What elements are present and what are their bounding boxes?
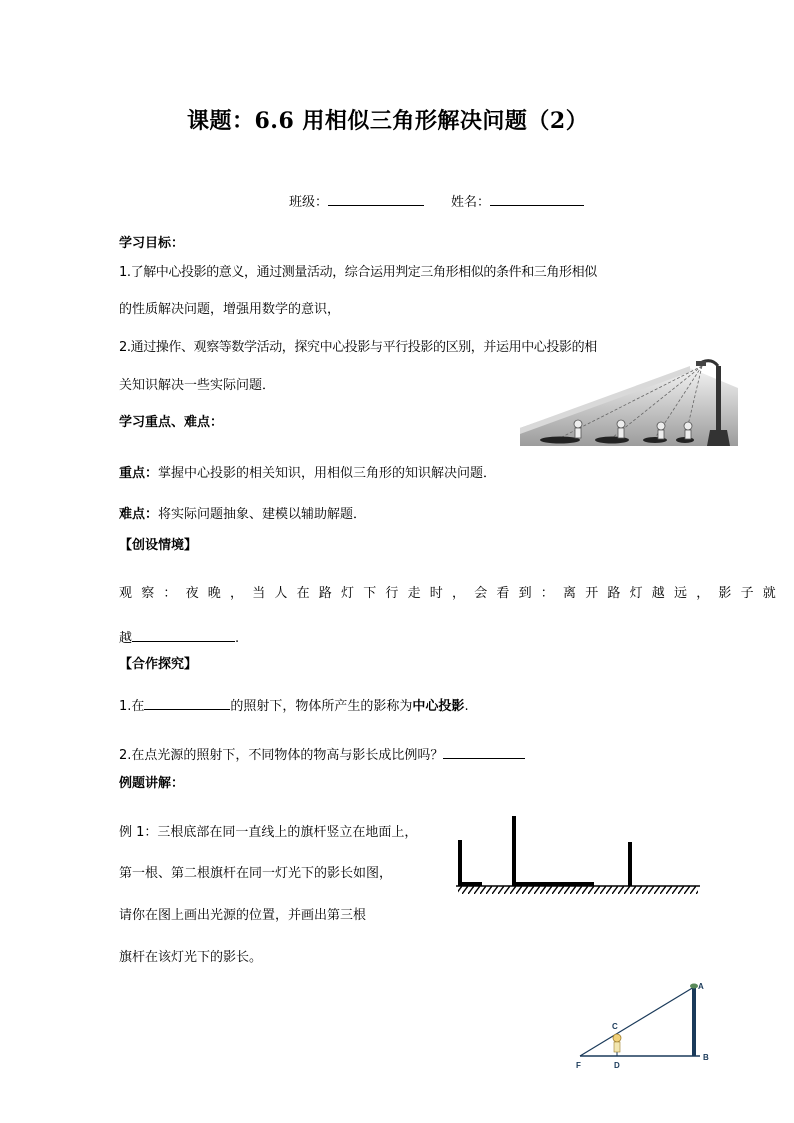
example-1-line-1: 例 1：三根底部在同一直线上的旗杆竖立在地面上，	[119, 825, 418, 840]
page-title: 课题：6.6 用相似三角形解决问题（2）	[187, 108, 589, 134]
label-a: A	[698, 982, 704, 991]
lamp-post	[692, 987, 696, 1056]
difficult-label: 难点：	[119, 507, 159, 522]
goal-1-line-1: 1.了解中心投影的意义，通过测量活动，综合运用判定三角形相似的条件和三角形相似	[119, 265, 597, 280]
q2-blank[interactable]	[443, 745, 525, 759]
name-label: 姓名：	[451, 195, 491, 210]
q1-prefix: 1.在	[119, 699, 145, 714]
q2-text: 2.在点光源的照射下，不同物体的物高与影长成比例吗？	[119, 748, 444, 763]
label-f: F	[576, 1061, 581, 1070]
goal-1-line-2: 的性质解决问题，增强用数学的意识，	[119, 302, 341, 317]
name-blank[interactable]	[490, 192, 584, 206]
observe-line-2	[119, 628, 239, 647]
label-b: B	[703, 1053, 709, 1062]
difficult-point	[119, 507, 366, 523]
example-1-line-4: 旗杆在该灯光下的影长。	[119, 950, 263, 965]
q1-bold: 中心投影	[412, 699, 465, 714]
q1-suffix: .	[464, 699, 469, 714]
difficult-text: 将实际问题抽象、建模以辅助解题．	[158, 507, 367, 522]
q1-blank[interactable]	[144, 696, 230, 710]
flagpole-figure	[456, 814, 700, 896]
observe-prefix: 越	[119, 631, 133, 646]
q1-middle: 的照射下，物体所产生的影称为	[230, 699, 413, 714]
class-blank[interactable]	[328, 192, 424, 206]
keypoints-heading: 学习重点、难点：	[119, 415, 224, 430]
lamp-triangle-figure	[574, 980, 714, 1072]
goal-2-line-2: 关知识解决一些实际问题．	[119, 378, 276, 393]
name-field[interactable]	[451, 192, 584, 211]
class-field[interactable]	[289, 192, 424, 211]
observe-blank[interactable]	[132, 628, 235, 642]
example-1-line-2: 第一根、第二根旗杆在同一灯光下的影长如图，	[119, 866, 393, 881]
examples-heading: 例题讲解：	[119, 776, 185, 791]
key-point	[119, 466, 496, 482]
question-2	[119, 745, 525, 764]
key-label: 重点：	[119, 466, 159, 481]
label-c: C	[612, 1022, 618, 1031]
observe-line-1: 观察：夜晚，当人在路灯下行走时，会看到：离开路灯越远，影子就	[119, 586, 786, 601]
key-text: 掌握中心投影的相关知识，用相似三角形的知识解决问题．	[158, 466, 497, 481]
scenario-heading: 【创设情境】	[119, 538, 198, 553]
person	[613, 1034, 621, 1042]
example-1-line-3: 请你在图上画出光源的位置，并画出第三根	[119, 908, 367, 923]
explore-heading: 【合作探究】	[119, 657, 198, 672]
question-1	[119, 696, 469, 715]
class-label: 班级：	[289, 195, 329, 210]
street-lamp-illustration	[520, 358, 738, 446]
goal-2-line-1: 2.通过操作、观察等数学活动，探究中心投影与平行投影的区别，并运用中心投影的相	[119, 340, 597, 355]
label-d: D	[614, 1061, 620, 1070]
observe-suffix: .	[235, 631, 240, 646]
goals-heading: 学习目标：	[119, 236, 185, 251]
